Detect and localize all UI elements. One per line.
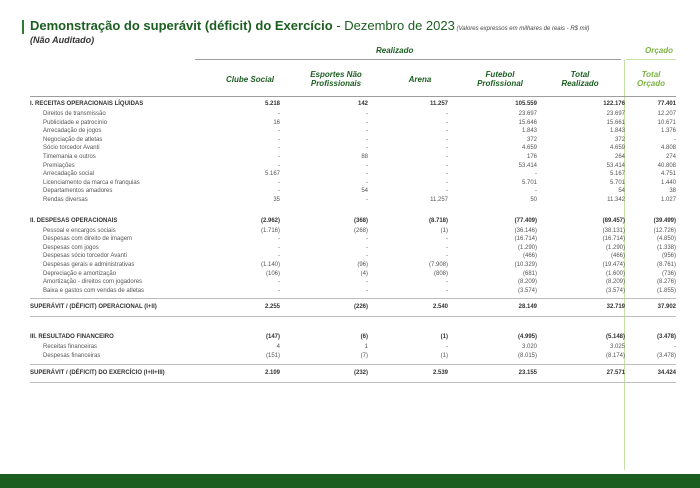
row-value: (368) [353, 217, 368, 224]
total-row [30, 369, 676, 378]
row-value: (1) [440, 334, 448, 341]
row-value: (1.290) [517, 244, 537, 251]
row-value: 1.376 [660, 128, 676, 135]
row-value: - [366, 162, 368, 169]
row-value: - [446, 154, 448, 160]
row-label: Despesas sócio torcedor Avanti [43, 253, 127, 260]
row-value: - [278, 111, 280, 117]
row-value: (466) [610, 253, 625, 260]
row-value: (19.474) [602, 262, 625, 268]
row-value: - [535, 188, 537, 195]
row-value: - [674, 344, 676, 351]
row-value: 16 [273, 119, 280, 126]
row-label: Pessoal e encargos sociais [43, 227, 116, 234]
row-label: Amortização - direitos com jogadores [43, 279, 143, 286]
group-orcado: Orçado [645, 46, 674, 55]
row-value: 35 [273, 197, 280, 203]
column-header-total-orcado: Total Orçado [636, 70, 665, 88]
row-value: (8.209) [517, 279, 537, 286]
row-value: - [366, 253, 368, 260]
row-value: (3.478) [656, 353, 676, 359]
row-value: 1.027 [660, 197, 676, 203]
row-value: 54 [618, 188, 625, 195]
row-value: (7) [360, 353, 368, 359]
row-value: 274 [665, 154, 676, 160]
row-value: 2.540 [432, 304, 448, 311]
row-value: (1.600) [605, 270, 625, 277]
row-value: (3.574) [605, 287, 625, 294]
column-header-esportes: Esportes Não Profissionais [310, 70, 362, 88]
row-label: SUPERÁVIT / (DÉFICIT) DO EXERCÍCIO (I+II+III) [30, 369, 165, 376]
row-value: (5.148) [605, 334, 625, 341]
row-value: 54 [361, 188, 368, 195]
row-value: (38.131) [602, 227, 625, 234]
row-value: - [366, 171, 368, 178]
table-row [30, 352, 676, 361]
column-header-futebol: Futebol Profissional [477, 70, 523, 88]
row-value: (808) [433, 270, 448, 277]
row-label: Negociação de atletas [43, 136, 103, 143]
row-value: 4.659 [609, 145, 625, 152]
column-header-arena: Arena [408, 74, 432, 84]
row-value: 105.559 [515, 101, 537, 107]
row-value: (466) [522, 253, 537, 260]
row-value: (1) [440, 353, 448, 359]
table-row [30, 287, 676, 296]
row-value: 5.218 [264, 101, 280, 107]
row-value: (39.499) [653, 217, 676, 224]
row-separator [30, 298, 676, 299]
row-value: (77.409) [514, 217, 537, 224]
row-value: 4.751 [660, 171, 676, 178]
row-value: (16.714) [514, 236, 537, 243]
row-label: III. RESULTADO FINANCEIRO [30, 334, 114, 341]
row-value: (1.290) [605, 244, 625, 251]
title-main: Demonstração do superávit (déficit) do Exercício [30, 18, 333, 33]
row-value: (1.716) [260, 227, 280, 234]
row-value: (106) [265, 270, 280, 277]
row-value: (1.338) [656, 244, 676, 251]
row-label: Receitas financeiras [43, 344, 98, 351]
row-value: - [446, 279, 448, 286]
row-value: 3.020 [521, 344, 537, 351]
row-value: 15.646 [518, 119, 537, 126]
row-label: Timemania e outros [43, 154, 96, 160]
row-value: - [366, 145, 368, 152]
row-label: Sócio torcedor Avanti [43, 145, 100, 152]
row-value: 15.661 [606, 119, 625, 126]
row-value: - [278, 236, 280, 243]
row-label: SUPERÁVIT / (DÉFICIT) OPERACIONAL (I+II) [30, 304, 157, 311]
title-accent-bar [22, 20, 24, 34]
row-value: 34.424 [657, 369, 676, 376]
row-value: - [278, 128, 280, 135]
row-value: - [278, 244, 280, 251]
row-value: - [278, 179, 280, 186]
section-header-row [30, 333, 676, 342]
row-value: 372 [526, 136, 537, 143]
row-value: - [278, 188, 280, 195]
row-label: Publicidade e patrocínio [43, 119, 108, 126]
header-divider [30, 96, 676, 97]
row-value: 11.257 [429, 101, 448, 107]
row-value: 77.401 [657, 101, 676, 107]
row-value: (147) [265, 334, 280, 341]
row-value: (1.140) [260, 262, 280, 268]
row-label: Rendas diversas [43, 197, 88, 203]
row-value: 32.719 [606, 304, 625, 311]
row-value: 23.697 [518, 111, 537, 117]
row-value: - [278, 136, 280, 143]
row-value: 53.414 [518, 162, 537, 169]
row-value: (8.174) [605, 353, 625, 359]
row-value: (3.478) [656, 334, 676, 341]
row-value: (6) [360, 334, 368, 341]
row-value: - [366, 279, 368, 286]
row-value: 38 [669, 188, 676, 195]
row-value: 40.808 [657, 162, 676, 169]
row-value: - [446, 171, 448, 178]
row-value: (956) [661, 253, 676, 260]
title-note: (Valores expressos em milhares de reais - R$ mil) [454, 26, 590, 32]
row-value: 4.659 [521, 145, 537, 152]
row-label: Baixa e gastos com vendas de atletas [43, 287, 145, 294]
row-value: (4.850) [656, 236, 676, 243]
row-value: (4.995) [517, 334, 537, 341]
row-value: - [366, 287, 368, 294]
row-value: - [446, 244, 448, 251]
row-label: Departamentos amadores [43, 188, 113, 195]
row-value: 142 [357, 101, 368, 107]
row-value: (1) [440, 227, 448, 234]
row-label: II. DESPESAS OPERACIONAIS [30, 217, 118, 224]
row-value: - [278, 253, 280, 260]
row-label: Premiações [43, 162, 75, 169]
row-value: (268) [353, 227, 368, 234]
row-label: Despesas com jogos [43, 244, 99, 251]
row-value: (1.855) [656, 287, 676, 294]
row-value: 176 [526, 154, 537, 160]
row-value: - [446, 145, 448, 152]
row-value: (36.146) [514, 227, 537, 234]
row-value: 3.025 [609, 344, 625, 351]
row-value: - [535, 171, 537, 178]
row-value: - [366, 119, 368, 126]
row-value: - [446, 179, 448, 186]
row-value: (96) [357, 262, 368, 268]
row-value: - [366, 136, 368, 143]
row-value: 53.414 [606, 162, 625, 169]
row-value: - [674, 136, 676, 143]
row-value: 11.342 [607, 197, 625, 203]
row-value: 1.843 [521, 128, 537, 135]
row-separator [30, 316, 676, 317]
column-header-clube-social: Clube Social [225, 74, 274, 84]
row-value: 37.902 [657, 304, 676, 311]
row-value: - [278, 287, 280, 294]
row-value: 1 [364, 344, 368, 351]
row-value: (151) [265, 353, 280, 359]
row-value: 5.167 [264, 171, 280, 178]
footer-bar [0, 474, 700, 488]
group-orcado-underline [626, 59, 676, 60]
row-label: Despesas com direito de imagem [43, 236, 133, 243]
row-value: (8.209) [605, 279, 625, 286]
row-label: Depreciação e amortização [43, 270, 117, 277]
row-value: 12.207 [657, 111, 676, 117]
row-label: I. RECEITAS OPERACIONAIS LÍQUIDAS [30, 101, 144, 107]
row-label: Arrecadação social [43, 171, 95, 178]
row-value: (226) [353, 304, 368, 311]
row-value: (8.015) [517, 353, 537, 359]
row-value: - [278, 279, 280, 286]
row-value: - [278, 145, 280, 152]
row-value: 11.257 [430, 197, 448, 203]
row-value: (89.457) [602, 217, 625, 224]
row-value: 4 [276, 344, 280, 351]
row-value: - [446, 111, 448, 117]
row-value: 23.155 [518, 369, 537, 376]
row-value: - [366, 128, 368, 135]
row-value: 264 [614, 154, 625, 160]
row-label: Despesas gerais e administrativas [43, 262, 135, 268]
row-value: - [446, 162, 448, 169]
row-value: (2.962) [260, 217, 280, 224]
row-label: Arrecadação de jogos [43, 128, 102, 135]
section-header-row [30, 217, 676, 226]
row-value: - [366, 197, 368, 203]
row-value: 5.701 [521, 179, 537, 186]
table-row [30, 196, 676, 205]
row-value: - [366, 236, 368, 243]
row-value: 2.255 [264, 304, 280, 311]
page-title [30, 18, 589, 33]
title-period: - Dezembro de 2023 [332, 18, 455, 33]
row-value: - [446, 128, 448, 135]
row-separator [30, 382, 676, 383]
row-value: 2.539 [432, 369, 448, 376]
row-value: - [366, 244, 368, 251]
row-value: - [366, 111, 368, 117]
row-value: 23.697 [606, 111, 625, 117]
row-value: (7.908) [428, 262, 448, 268]
row-label: Direitos de transmissão [43, 111, 106, 117]
row-value: - [446, 119, 448, 126]
row-value: (8.718) [428, 217, 448, 224]
row-value: (3.574) [517, 287, 537, 294]
row-value: - [446, 188, 448, 195]
row-label: Despesas financeiras [43, 353, 101, 359]
column-header-total-realizado: Total Realizado [561, 70, 599, 88]
row-value: (16.714) [602, 236, 625, 243]
row-value: 10.671 [657, 119, 676, 126]
row-value: 5.167 [609, 171, 625, 178]
row-value: 372 [614, 136, 625, 143]
row-value: (8.276) [656, 279, 676, 286]
row-value: - [278, 162, 280, 169]
row-value: (4) [360, 270, 368, 277]
row-value: 27.571 [606, 369, 625, 376]
row-value: 1.843 [609, 128, 625, 135]
row-value: 88 [361, 154, 368, 160]
row-value: 28.149 [518, 304, 537, 311]
row-value: - [446, 253, 448, 260]
row-value: 4.808 [660, 145, 676, 152]
page-subtitle: (Não Auditado) [30, 35, 95, 45]
row-value: 2.109 [264, 369, 280, 376]
row-value: - [278, 154, 280, 160]
group-realizado: Realizado [376, 46, 414, 55]
row-value: (681) [522, 270, 537, 277]
row-value: (10.329) [514, 262, 537, 268]
section-header-row [30, 100, 676, 109]
row-value: 1.440 [660, 179, 676, 186]
row-value: 50 [530, 197, 537, 203]
row-value: (736) [661, 270, 676, 277]
row-value: - [446, 287, 448, 294]
row-value: (232) [353, 369, 368, 376]
row-value: - [366, 179, 368, 186]
row-value: 5.701 [609, 179, 625, 186]
total-row [30, 303, 676, 312]
row-value: 122.176 [603, 101, 625, 107]
row-value: (8.761) [656, 262, 676, 268]
row-value: - [446, 136, 448, 143]
row-value: (12.726) [653, 227, 676, 234]
row-separator [30, 364, 676, 365]
row-value: - [446, 236, 448, 243]
row-value: - [446, 344, 448, 351]
group-realizado-underline [195, 59, 621, 60]
row-label: Licenciamento da marca e franquias [43, 179, 140, 186]
